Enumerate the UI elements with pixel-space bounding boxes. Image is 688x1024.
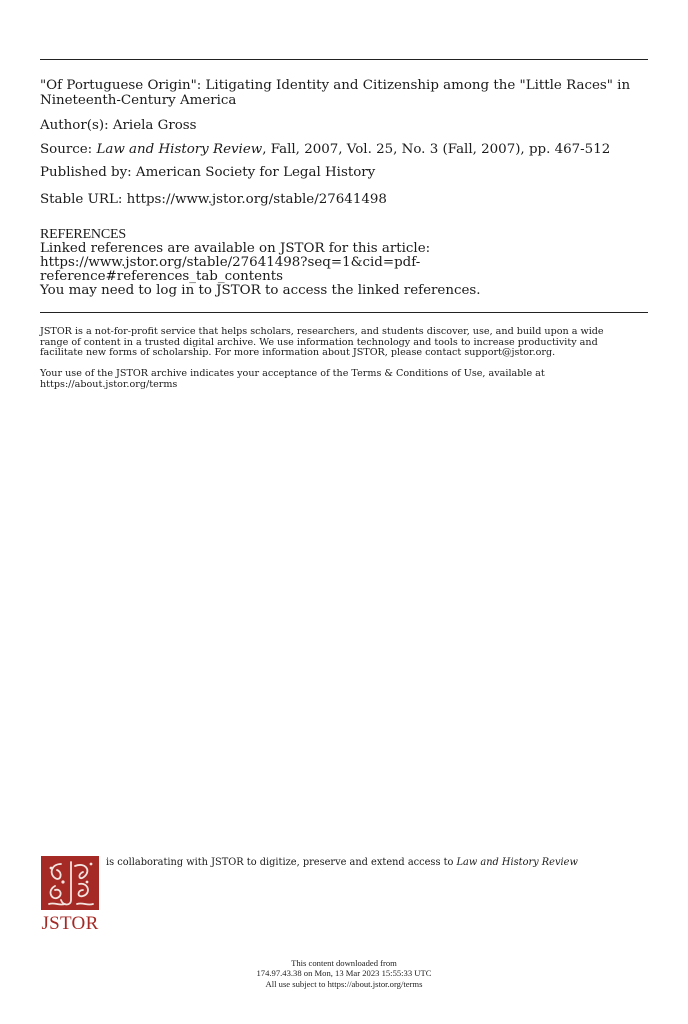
footer-line: 174.97.43.38 on Mon, 13 Mar 2023 15:55:33 UTC bbox=[256, 968, 432, 979]
terms-notice bbox=[40, 369, 652, 390]
published-by-line: Published by: American Society for Legal History bbox=[40, 165, 376, 180]
source-suffix: , Fall, 2007, Vol. 25, No. 3 (Fall, 2007), pp. 467-512 bbox=[262, 142, 611, 157]
author-line: Author(s): Ariela Gross bbox=[40, 118, 197, 133]
references-heading: REFERENCES bbox=[40, 227, 126, 242]
references-link-cont[interactable]: reference#references_tab_contents bbox=[40, 269, 283, 284]
jstor-notice bbox=[40, 327, 652, 359]
jstor-emblem-icon bbox=[41, 856, 99, 910]
notice-line: JSTOR is a not-for-profit service that helps scholars, researchers, and students discover, use, and build upon a wide bbox=[40, 326, 604, 337]
jstor-logo[interactable] bbox=[41, 856, 99, 935]
top-rule bbox=[40, 59, 648, 60]
collaboration-statement bbox=[106, 857, 578, 869]
references-line: Linked references are available on JSTOR for this article: bbox=[40, 241, 431, 256]
references-login-note: You may need to log in to JSTOR to access the linked references. bbox=[40, 283, 481, 298]
source-prefix: Source: bbox=[40, 142, 97, 157]
download-footer bbox=[0, 958, 688, 989]
article-title: "Of Portuguese Origin": Litigating Identity and Citizenship among the "Little Races" in Nineteenth-Century America bbox=[40, 78, 631, 108]
terms-line: Your use of the JSTOR archive indicates your acceptance of the Terms & Conditions of Use, available at bbox=[40, 368, 545, 379]
middle-rule bbox=[40, 312, 648, 313]
references-section bbox=[40, 228, 652, 298]
notice-line: range of content in a trusted digital archive. We use information technology and tools to increase productivity and bbox=[40, 336, 598, 348]
collaboration-journal: Law and History Review bbox=[456, 857, 578, 868]
source-journal: Law and History Review bbox=[96, 142, 263, 157]
jstor-wordmark: JSTOR bbox=[41, 913, 99, 934]
notice-line: facilitate new forms of scholarship. For more information about JSTOR, please contact support@jstor.org. bbox=[40, 347, 556, 359]
source-line bbox=[40, 142, 652, 157]
references-link[interactable]: https://www.jstor.org/stable/27641498?seq=1&cid=pdf- bbox=[40, 255, 421, 270]
footer-terms-link[interactable]: All use subject to https://about.jstor.org/terms bbox=[265, 978, 423, 989]
collaboration-text: is collaborating with JSTOR to digitize, preserve and extend access to bbox=[106, 857, 457, 868]
footer-line: This content downloaded from bbox=[291, 958, 397, 968]
terms-link[interactable]: https://about.jstor.org/terms bbox=[40, 378, 178, 390]
stable-url-line[interactable]: Stable URL: https://www.jstor.org/stable/27641498 bbox=[40, 192, 387, 207]
